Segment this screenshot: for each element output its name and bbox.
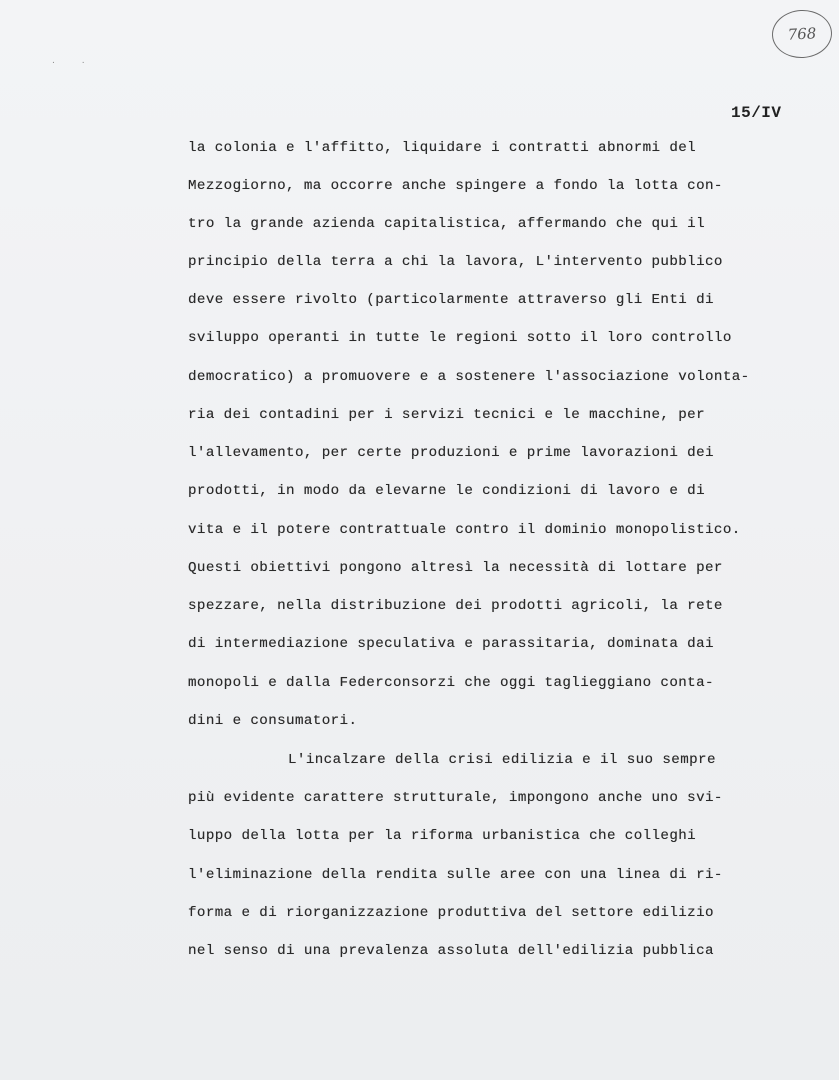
text-line: sviluppo operanti in tutte le regioni sotto il loro controllo bbox=[188, 330, 732, 346]
text-line: l'eliminazione della rendita sulle aree con una linea di ri- bbox=[188, 867, 723, 883]
text-line: ria dei contadini per i servizi tecnici e le macchine, per bbox=[188, 407, 706, 423]
archive-stamp: 768 bbox=[771, 8, 833, 59]
text-line: monopoli e dalla Federconsorzi che oggi taglieggiano conta- bbox=[188, 675, 714, 691]
text-line: tro la grande azienda capitalistica, affermando che qui il bbox=[188, 216, 706, 232]
text-line: la colonia e l'affitto, liquidare i contratti abnormi del bbox=[188, 140, 697, 156]
text-line: l'allevamento, per certe produzioni e prime lavorazioni dei bbox=[188, 445, 714, 461]
page-number: 15/IV bbox=[731, 104, 782, 122]
text-line: di intermediazione speculativa e parassitaria, dominata dai bbox=[188, 636, 714, 652]
text-line: spezzare, nella distribuzione dei prodotti agricoli, la rete bbox=[188, 598, 723, 614]
text-line: prodotti, in modo da elevarne le condizioni di lavoro e di bbox=[188, 483, 706, 499]
text-line: vita e il potere contrattuale contro il dominio monopolistico. bbox=[188, 522, 741, 538]
text-line: democratico) a promuovere e a sostenere l'associazione volonta- bbox=[188, 369, 750, 385]
paper-specks: . . bbox=[52, 56, 97, 66]
text-line: deve essere rivolto (particolarmente attraverso gli Enti di bbox=[188, 292, 714, 308]
text-line: principio della terra a chi la lavora, L'intervento pubblico bbox=[188, 254, 723, 270]
text-line: luppo della lotta per la riforma urbanistica che colleghi bbox=[188, 828, 697, 844]
text-line: Mezzogiorno, ma occorre anche spingere a fondo la lotta con- bbox=[188, 178, 723, 194]
text-line-indented: L'incalzare della crisi edilizia e il suo sempre bbox=[288, 752, 716, 768]
text-line: forma e di riorganizzazione produttiva del settore edilizio bbox=[188, 905, 714, 921]
text-line: più evidente carattere strutturale, impongono anche uno svi- bbox=[188, 790, 723, 806]
text-line: Questi obiettivi pongono altresì la necessità di lottare per bbox=[188, 560, 723, 576]
text-line: nel senso di una prevalenza assoluta dell'edilizia pubblica bbox=[188, 943, 714, 959]
text-line: dini e consumatori. bbox=[188, 713, 358, 729]
